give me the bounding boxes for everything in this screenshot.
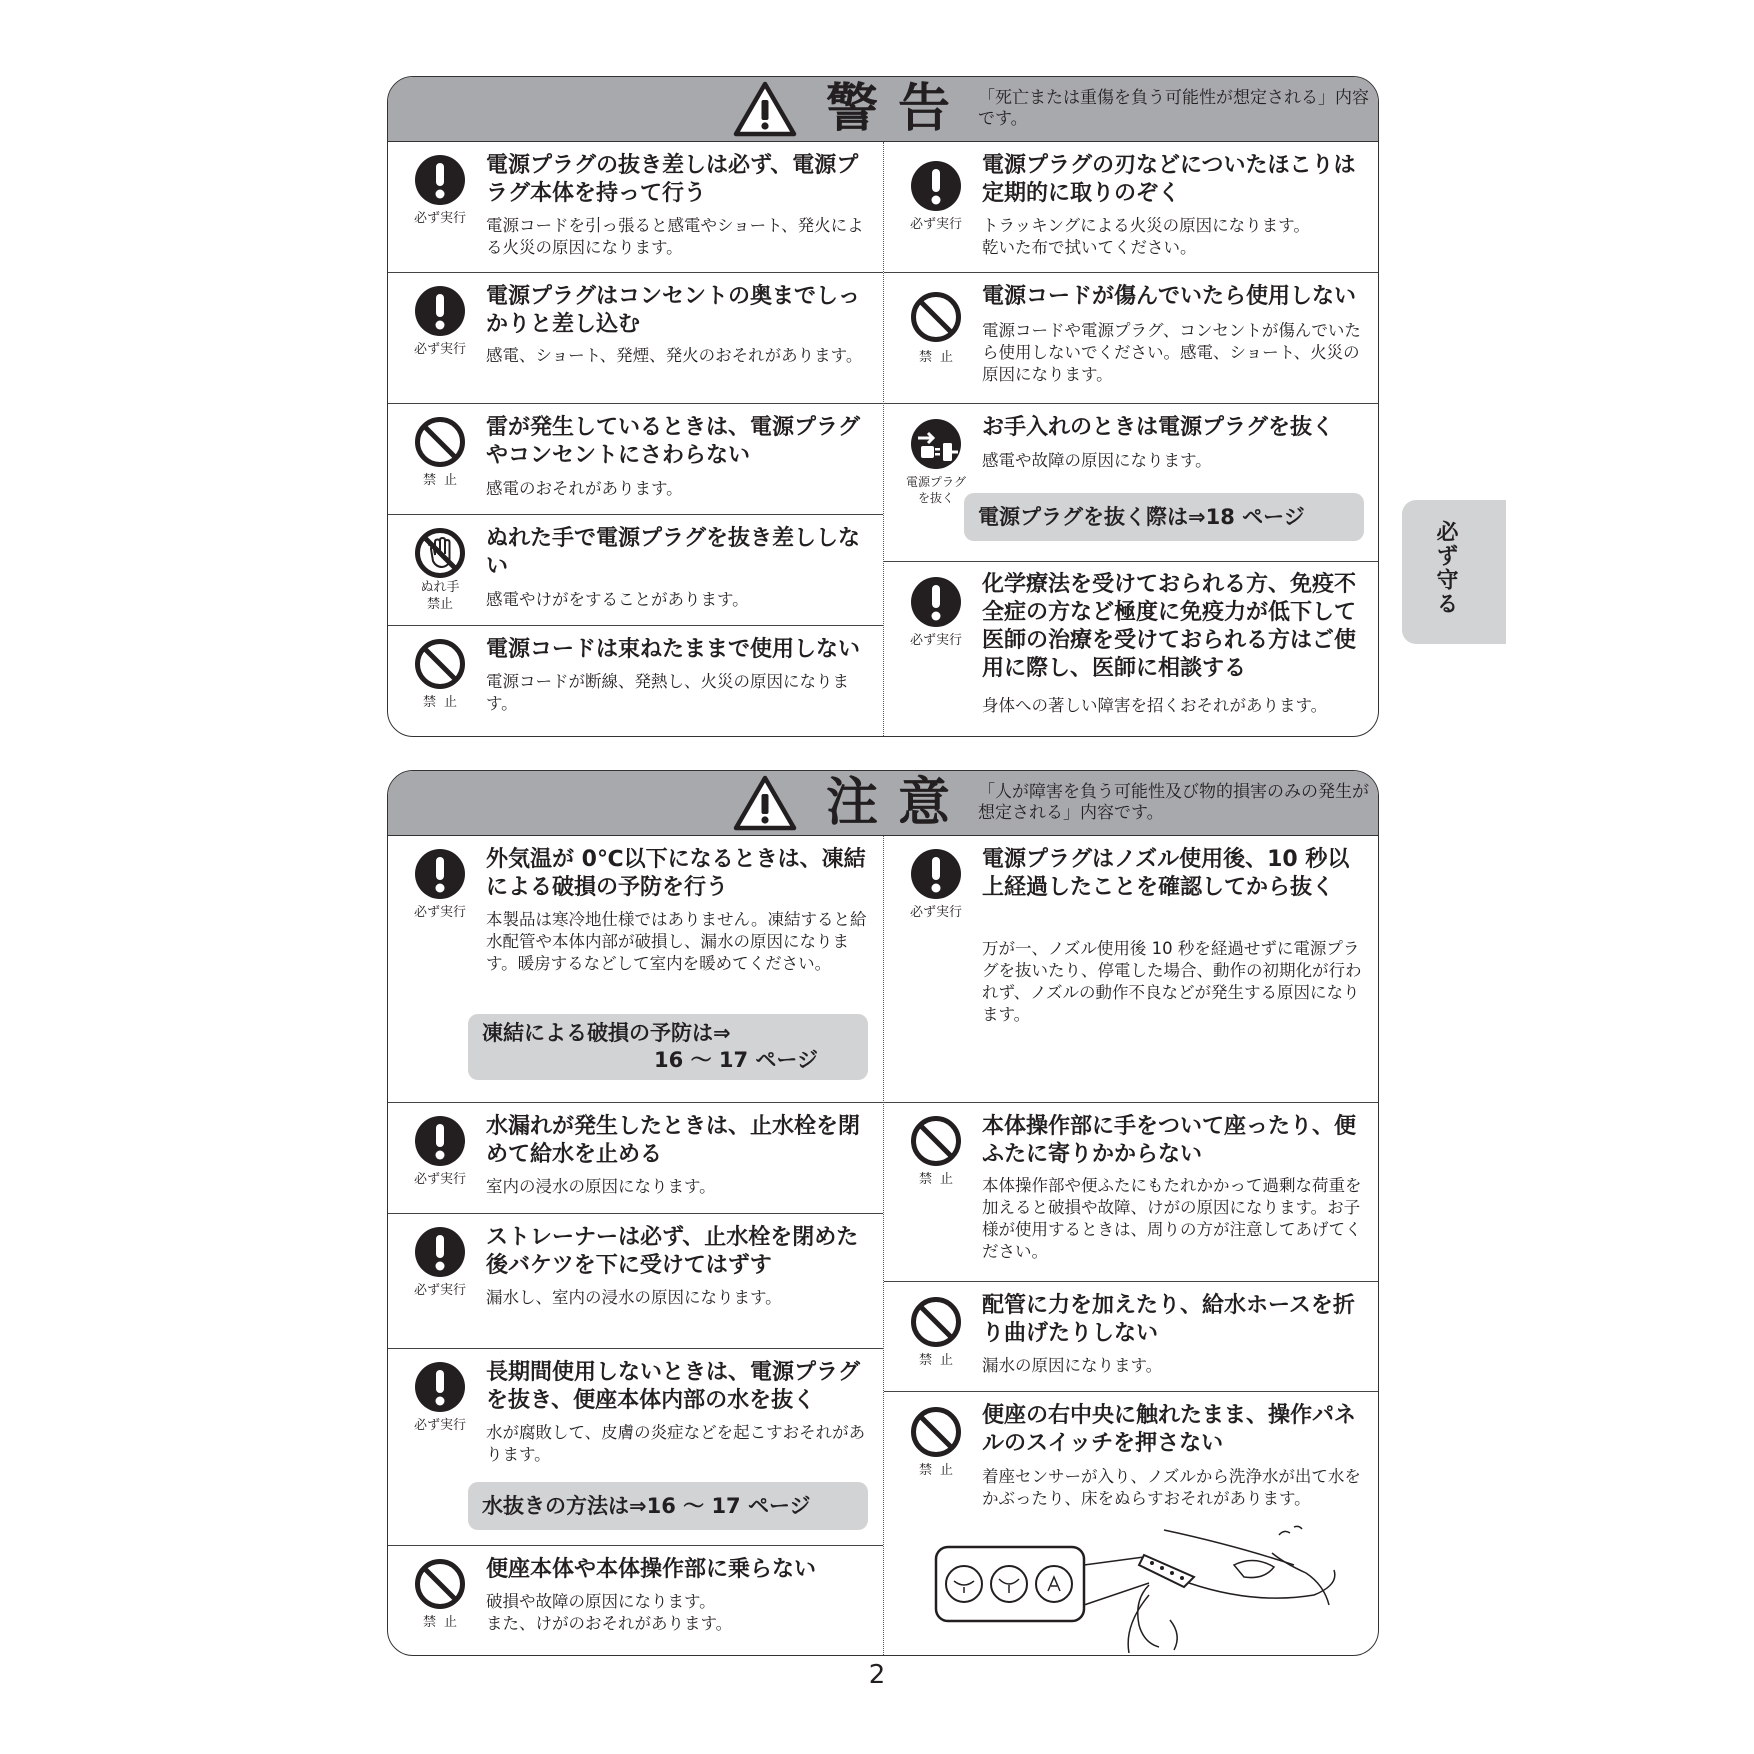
item-body: 身体への著しい障害を招くおそれがあります。 (982, 696, 1328, 715)
caution-item (388, 1214, 883, 1349)
item-body: 感電や故障の原因になります。 (982, 451, 1212, 470)
item-body: 本製品は寒冷地仕様ではありません。凍結すると給水配管や本体内部が破損し、漏水の原因になります。暖房するなどして室内を暖めてください。 (486, 910, 867, 973)
item-body: 電源コードを引っ張ると感電やショート、発火による火災の原因になります。 (486, 216, 864, 257)
icon-label: 禁止 (918, 350, 961, 365)
warning-header (388, 77, 1378, 142)
mandatory-icon (414, 1115, 466, 1167)
mandatory-icon (414, 1226, 466, 1278)
caution-item (884, 1103, 1378, 1282)
caution-left-column (388, 836, 883, 1656)
icon-label: 必ず実行 (413, 211, 466, 226)
item-body: 漏水し、室内の浸水の原因になります。 (486, 1288, 782, 1307)
prohibited-icon (910, 1296, 962, 1348)
warning-section (387, 76, 1379, 737)
icon-label: 禁止 (918, 1172, 961, 1187)
item-body: 漏水の原因になります。 (982, 1356, 1163, 1375)
item-title: 水漏れが発生したときは、止水栓を閉めて給水を止める (486, 1114, 861, 1167)
item-body: 破損や故障の原因になります。 また、けがのおそれがあります。 (486, 1592, 733, 1633)
prohibited-icon (414, 1558, 466, 1610)
item-title: ストレーナーは必ず、止水栓を閉めた後バケツを下に受けてはずす (486, 1225, 859, 1278)
item-body: 感電のおそれがあります。 (486, 479, 683, 498)
page-reference-line2: 16 ～ 17 ページ (654, 1048, 818, 1072)
item-title: 電源プラグはコンセントの奥までしっかりと差し込む (486, 284, 861, 337)
caution-section (387, 770, 1379, 1656)
caution-item (884, 1282, 1378, 1392)
prohibited-icon (910, 1115, 962, 1167)
icon-label: 禁止 (422, 1615, 465, 1630)
item-title: ぬれた手で電源プラグを抜き差ししない (486, 526, 861, 579)
warning-item (884, 562, 1378, 737)
icon-label: 必ず実行 (413, 342, 466, 357)
icon-label: 禁止 (918, 1353, 961, 1368)
caution-description: 「人が障害を負う可能性及び物的損害のみの発生が想定される」内容です。 (978, 782, 1369, 823)
warning-item (884, 273, 1378, 404)
item-title: 外気温が 0℃以下になるときは、凍結による破損の予防を行う (486, 847, 866, 900)
page-reference-line1: 凍結による破損の予防は⇒ (482, 1021, 731, 1045)
caution-header (388, 771, 1378, 836)
item-title: 雷が発生しているときは、電源プラグやコンセントにさわらない (486, 415, 861, 468)
warning-triangle-icon (733, 81, 797, 137)
page-number: 2 (868, 1660, 886, 1690)
icon-label: 電源プラグ を抜く (905, 475, 966, 505)
prohibited-icon (910, 291, 962, 343)
mandatory-icon (414, 285, 466, 337)
icon-label: 禁止 (422, 473, 465, 488)
item-body: 水が腐敗して、皮膚の炎症などを起こすおそれがあります。 (486, 1423, 866, 1464)
item-body: 感電やけがをすることがあります。 (486, 590, 749, 609)
warning-item (884, 142, 1378, 273)
side-tab-label: 必ず守る (1433, 520, 1458, 616)
icon-label: 禁止 (918, 1463, 961, 1478)
mandatory-icon (910, 576, 962, 628)
mandatory-icon (910, 848, 962, 900)
item-title: 便座の右中央に触れたまま、操作パネルのスイッチを押さない (982, 1403, 1357, 1456)
item-title: 便座本体や本体操作部に乗らない (486, 1557, 817, 1582)
icon-label: 必ず実行 (909, 633, 962, 648)
icon-label: ぬれ手 禁止 (420, 580, 460, 612)
caution-item (388, 1546, 883, 1656)
icon-label: 必ず実行 (413, 905, 466, 920)
mandatory-icon (414, 848, 466, 900)
warning-item (884, 404, 1378, 562)
item-title: 化学療法を受けておられる方、免疫不全症の方など極度に免疫力が低下して医師の治療を受けておられる方はご使用に際し、医師に相談する (982, 572, 1357, 681)
item-title: 電源コードが傷んでいたら使用しない (982, 284, 1357, 309)
mandatory-icon (414, 1361, 466, 1413)
mandatory-icon (414, 154, 466, 206)
unplug-icon (910, 418, 962, 470)
caution-item (388, 836, 883, 1103)
icon-label: 必ず実行 (909, 217, 962, 232)
warning-item (388, 515, 883, 626)
caution-item (884, 836, 1378, 1103)
item-body: 感電、ショート、発煙、発火のおそれがあります。 (486, 346, 863, 365)
prohibited-icon (414, 638, 466, 690)
page-reference[interactable] (468, 1014, 868, 1080)
warning-right-column (883, 142, 1378, 737)
warning-title: 警告 (826, 79, 971, 139)
item-title: 配管に力を加えたり、給水ホースを折り曲げたりしない (982, 1293, 1355, 1346)
caution-item (884, 1392, 1378, 1656)
icon-label: 必ず実行 (413, 1418, 466, 1433)
warning-item (388, 626, 883, 737)
caution-item (388, 1103, 883, 1214)
item-title: 電源コードは束ねたままで使用しない (486, 637, 861, 662)
mandatory-icon (910, 160, 962, 212)
warning-item (388, 273, 883, 404)
item-body: トラッキングによる火災の原因になります。 乾いた布で拭いてください。 (982, 216, 1310, 257)
icon-label: 必ず実行 (909, 905, 962, 920)
wet-hands-prohibited-icon (414, 527, 466, 579)
item-title: お手入れのときは電源プラグを抜く (982, 415, 1335, 440)
item-title: 電源プラグの刃などについたほこりは定期的に取りのぞく (982, 153, 1356, 206)
warning-item (388, 142, 883, 273)
item-body: 電源コードや電源プラグ、コンセントが傷んでいたら使用しないでください。感電、ショート、火災の原因になります。 (982, 321, 1361, 384)
item-body: 室内の浸水の原因になります。 (486, 1177, 716, 1196)
side-tab[interactable] (1402, 500, 1506, 644)
icon-label: 必ず実行 (413, 1172, 466, 1187)
item-body: 本体操作部や便ふたにもたれかかって過剰な荷重を加えると破損や故障、けがの原因になります。お子様が使用するときは、周りの方が注意してあげてください。 (982, 1176, 1362, 1261)
warning-item (388, 404, 883, 515)
caution-item (388, 1349, 883, 1546)
item-title: 本体操作部に手をついて座ったり、便ふたに寄りかからない (982, 1114, 1357, 1167)
item-body: 着座センサーが入り、ノズルから洗浄水が出て水をかぶったり、床をぬらすおそれがあります。 (982, 1467, 1361, 1508)
page-reference[interactable]: 電源プラグを抜く際は⇒18 ページ (964, 493, 1364, 541)
icon-label: 禁止 (422, 695, 465, 710)
caution-right-column (883, 836, 1378, 1656)
item-body: 電源コードが断線、発熱し、火災の原因になります。 (486, 672, 849, 713)
item-body: 万が一、ノズル使用後 10 秒を経過せずに電源プラグを抜いたり、停電した場合、動作の初期化が行われず、ノズルの動作不良などが発生する原因になります。 (982, 939, 1362, 1024)
prohibited-icon (910, 1406, 962, 1458)
warning-description: 「死亡または重傷を負う可能性が想定される」内容です。 (978, 88, 1369, 129)
prohibited-icon (414, 416, 466, 468)
item-title: 電源プラグの抜き差しは必ず、電源プラグ本体を持って行う (486, 153, 859, 206)
item-title: 電源プラグはノズル使用後、10 秒以上経過したことを確認してから抜く (982, 847, 1350, 900)
caution-title: 注意 (826, 773, 971, 833)
control-panel-illustration (934, 1525, 1354, 1653)
item-title: 長期間使用しないときは、電源プラグを抜き、便座本体内部の水を抜く (486, 1360, 861, 1413)
caution-triangle-icon (733, 775, 797, 831)
page-reference[interactable]: 水抜きの方法は⇒16 ～ 17 ページ (468, 1482, 868, 1530)
warning-left-column (388, 142, 883, 737)
icon-label: 必ず実行 (413, 1283, 466, 1298)
